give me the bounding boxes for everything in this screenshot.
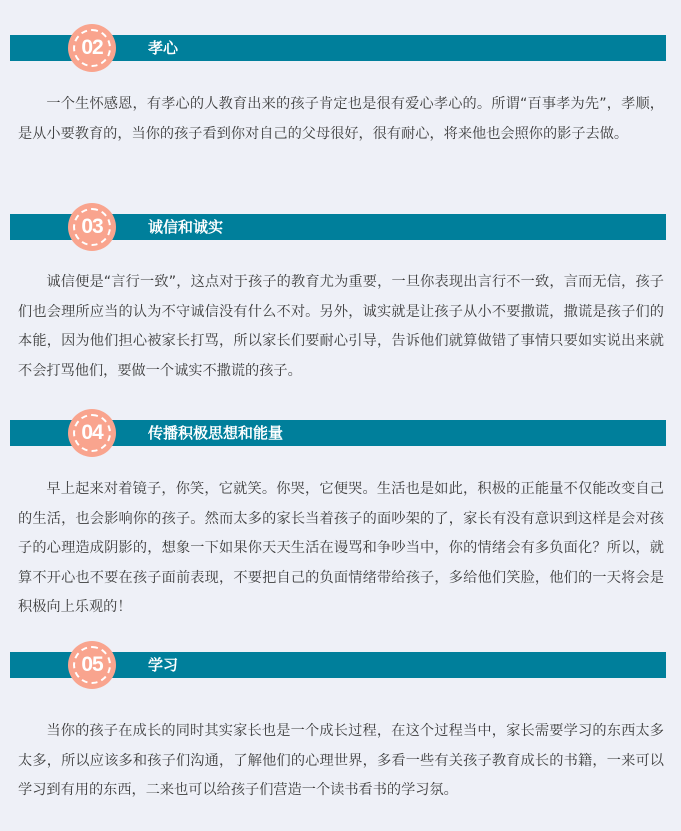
section-title: 传播积极思想和能量 [148,424,284,442]
section-paragraph: 一个生怀感恩，有孝心的人教育出来的孩子肯定也是很有爱心孝心的。所谓“百事孝为先”，孝顺，是从小要教育的，当你的孩子看到你对自己的父母很好，很有耐心，将来他也会照你的影子去做。 [18,96,664,142]
section-paragraph: 当你的孩子在成长的同时其实家长也是一个成长过程，在这个过程当中，家长需要学习的东西太多太多，所以应该多和孩子们沟通，了解他们的心理世界，多看一些有关孩子教育成长的书籍，一来可以学习到有用的东西，二来也可以给孩子们营造一个读书看书的学习氛。 [18,723,664,798]
number-badge [68,24,116,72]
badge-number: 05 [73,646,111,684]
section-paragraph: 诚信便是“言行一致”，这点对于孩子的教育尤为重要，一旦你表现出言行不一致，言而无信，孩子们也会理所应当的认为不守诚信没有什么不对。另外，诚实就是让孩子从小不要撒谎，撒谎是孩子们的本能，因为他们担心被家长打骂，所以家长们要耐心引导，告诉他们就算做错了事情只要如实说出来就不会打骂他们，要做一个诚实不撒谎的孩子。 [18,274,664,379]
badge-number: 03 [73,208,111,246]
number-badge [68,641,116,689]
number-badge [68,203,116,251]
section-paragraph: 早上起来对着镜子，你笑，它就笑。你哭，它便哭。生活也是如此，积极的正能量不仅能改变自己的生活，也会影响你的孩子。然而太多的家长当着孩子的面吵架的了，家长有没有意识到这样是会对孩子的心理造成阴影的，想象一下如果你天天生活在谩骂和争吵当中，你的情绪会有多负面化？所以，就算不开心也不要在孩子面前表现，不要把自己的负面情绪带给孩子，多给他们笑脸，他们的一天将会是积极向上乐观的！ [18,481,664,615]
badge-number: 04 [73,414,111,452]
section-header-04 [10,420,666,446]
section-title: 学习 [148,656,179,674]
number-badge [68,409,116,457]
badge-number: 02 [73,29,111,67]
section-title: 孝心 [148,39,179,57]
section-header-03 [10,214,666,240]
section-header-05 [10,652,666,678]
section-title: 诚信和诚实 [148,218,224,236]
section-header-02 [10,35,666,61]
